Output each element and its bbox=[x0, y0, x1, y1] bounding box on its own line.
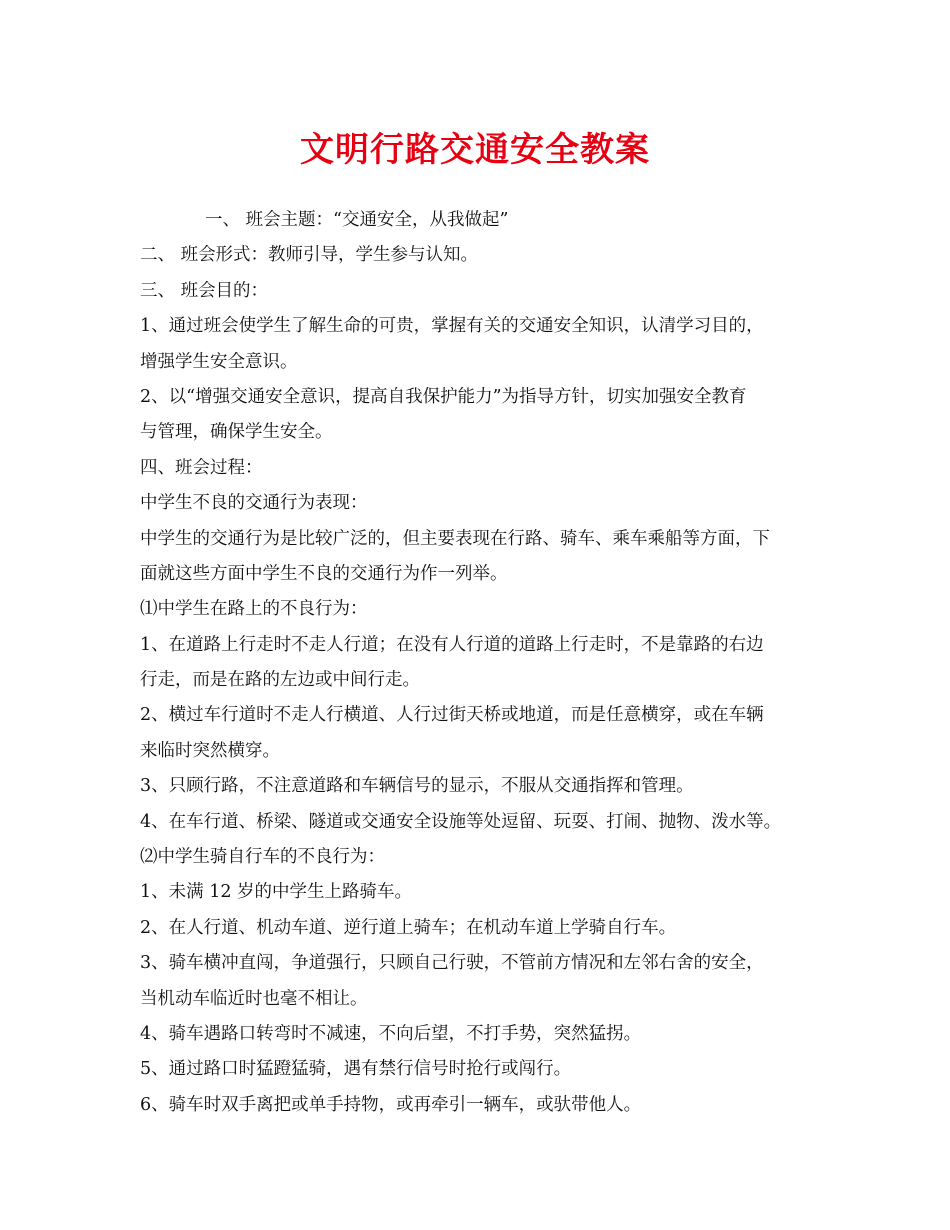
text-line: 中学生不良的交通行为表现： bbox=[140, 493, 368, 514]
text-line: 三、 班会目的： bbox=[140, 280, 269, 301]
text-line: 6、骑车时双手离把或单手持物，或再牵引一辆车，或驮带他人。 bbox=[140, 1094, 642, 1115]
text-line: 一、 班会主题：“交通安全，从我做起” bbox=[205, 210, 509, 230]
text-line: 当机动车临近时也毫不相让。 bbox=[140, 988, 368, 1009]
text-line: 与管理，确保学生安全。 bbox=[140, 422, 333, 443]
text-line: 4、骑车遇路口转弯时不减速，不向后望，不打手势，突然猛拐。 bbox=[140, 1023, 642, 1044]
text-line: 面就这些方面中学生不良的交通行为作一列举。 bbox=[140, 563, 508, 584]
page-title: 文明行路交通安全教案 bbox=[300, 130, 650, 170]
text-line: 来临时突然横穿。 bbox=[140, 740, 280, 761]
text-line: 5、通过路口时猛蹬猛骑，遇有禁行信号时抢行或闯行。 bbox=[140, 1059, 572, 1080]
text-line: 2、以“增强交通安全意识，提高自我保护能力”为指导方针，切实加强安全教育 bbox=[140, 386, 747, 407]
text-line: 3、骑车横冲直闯，争道强行，只顾自己行驶，不管前方情况和左邻右舍的安全， bbox=[140, 953, 764, 974]
text-line: 1、通过班会使学生了解生命的可贵，掌握有关的交通安全知识，认清学习目的， bbox=[140, 316, 764, 337]
text-line: 增强学生安全意识。 bbox=[140, 351, 298, 372]
text-line: 4、在车行道、桥梁、隧道或交通安全设施等处逗留、玩耍、打闹、抛物、泼水等。 bbox=[140, 811, 782, 832]
text-line: 1、在道路上行走时不走人行道；在没有人行道的道路上行走时，不是靠路的右边 bbox=[140, 634, 764, 655]
text-line: 四、班会过程： bbox=[140, 457, 263, 478]
text-line: 中学生的交通行为是比较广泛的，但主要表现在行路、骑车、乘车乘船等方面，下 bbox=[140, 528, 770, 549]
text-line: 3、只顾行路，不注意道路和车辆信号的显示，不服从交通指挥和管理。 bbox=[140, 776, 694, 797]
text-line: 2、在人行道、机动车道、逆行道上骑车；在机动车道上学骑自行车。 bbox=[140, 917, 677, 938]
text-line: 二、 班会形式：教师引导，学生参与认知。 bbox=[140, 245, 479, 266]
text-line: 1、未满 12 岁的中学生上路骑车。 bbox=[140, 882, 413, 903]
text-line: 2、横过车行道时不走人行横道、人行过街天桥或地道，而是任意横穿，或在车辆 bbox=[140, 705, 764, 726]
text-line: ⑵中学生骑自行车的不良行为： bbox=[140, 847, 385, 868]
document-body bbox=[140, 203, 840, 1123]
text-line: 行走，而是在路的左边或中间行走。 bbox=[140, 670, 420, 691]
text-line: ⑴中学生在路上的不良行为： bbox=[140, 599, 368, 620]
